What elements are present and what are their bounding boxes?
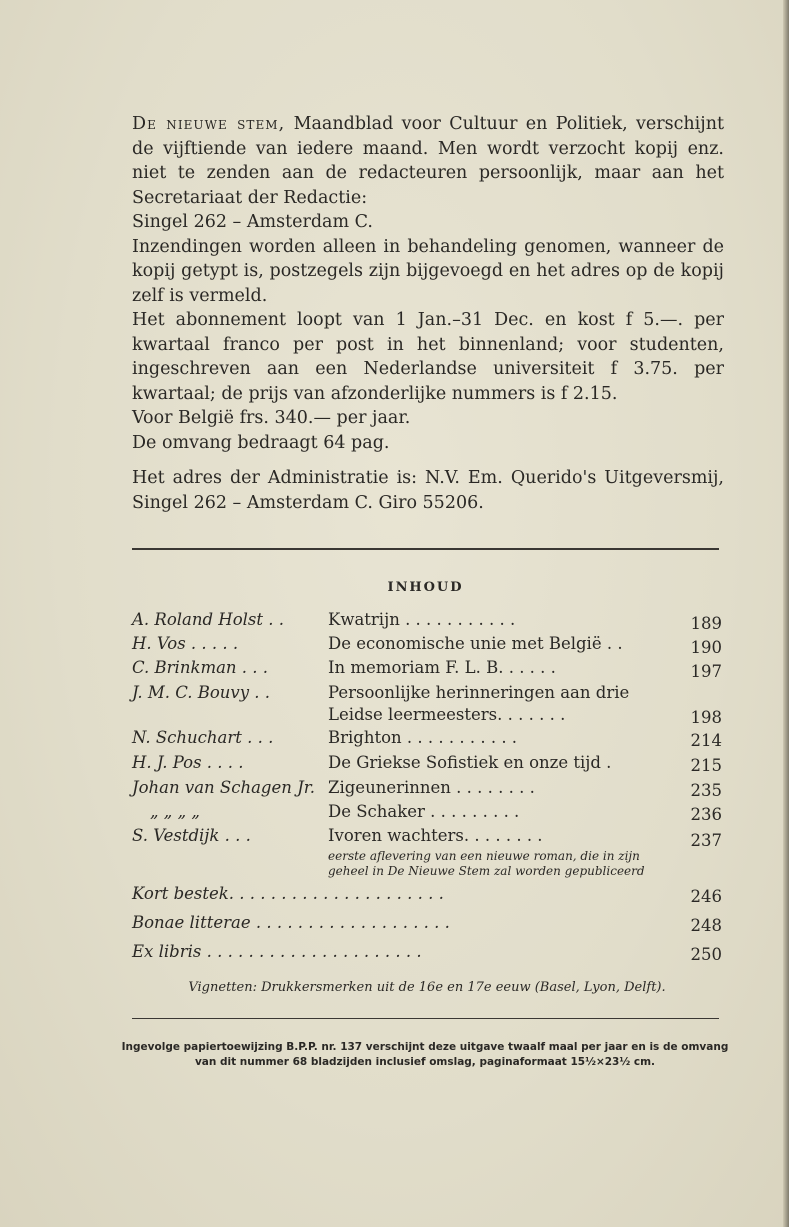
toc-title-line-2: Leidse leermeesters. . . . . . .	[328, 705, 566, 724]
toc-title: Persoonlijke herinneringen aan drie	[328, 683, 630, 702]
toc-page: 250	[690, 945, 722, 964]
toc-author: J. M. C. Bouvy . .	[132, 683, 271, 702]
toc-title: Kwatrijn . . . . . . . . . . .	[328, 610, 516, 629]
toc-author: H. J. Pos . . . .	[132, 753, 244, 772]
toc-section: Kort bestek. . . . . . . . . . . . . . . . . . . . .	[132, 884, 444, 903]
toc-note: eerste aflevering van een nieuwe roman, die in zijn geheel in De Nieuwe Stem zal worden gepubliceerd	[328, 849, 645, 878]
magazine-name: De nieuwe stem,	[132, 114, 286, 134]
toc-page: 236	[690, 805, 722, 824]
toc-page: 198	[690, 708, 722, 727]
vignettes-credit: Vignetten: Drukkersmerken uit de 16e en 17e eeuw (Basel, Lyon, Delft).	[188, 980, 666, 995]
toc-author: Johan van Schagen Jr.	[132, 778, 316, 797]
page-count: De omvang bedraagt 64 pag.	[132, 432, 390, 453]
toc-page: 214	[690, 731, 722, 750]
toc-section: Ex libris . . . . . . . . . . . . . . . . . . . . .	[132, 942, 422, 961]
intro-text	[132, 112, 724, 515]
toc-section: Bonae litterae . . . . . . . . . . . . . . . . . . .	[132, 913, 450, 932]
toc-author: A. Roland Holst . .	[132, 610, 284, 629]
toc-page: 235	[690, 781, 722, 800]
toc-title: Zigeunerinnen . . . . . . . .	[328, 778, 535, 797]
toc-title: De Griekse Sofistiek en onze tijd .	[328, 753, 612, 772]
toc-heading: INHOUD	[387, 580, 464, 595]
intro-paragraph-1	[132, 112, 724, 210]
toc-title: Ivoren wachters. . . . . . . .	[328, 826, 543, 845]
page-edge-shadow	[783, 0, 789, 1227]
intro-paragraph-2: Inzendingen worden alleen in behandeling genomen, wanneer de kopij getypt is, postzegels zijn bijgevoegd en het adres op de kopij zelf is vermeld.	[132, 236, 724, 306]
toc-author: C. Brinkman . . .	[132, 658, 269, 677]
belgium-price: Voor België frs. 340.— per jaar.	[132, 408, 411, 428]
footer-note	[120, 1040, 730, 1070]
toc-author: H. Vos . . . . .	[132, 634, 239, 653]
toc-page: 215	[690, 756, 722, 775]
footer-line-1: Ingevolge papiertoewijzing B.P.P. nr. 137 verschijnt deze uitgave twaalf maal per jaar en is de omvang	[121, 1041, 729, 1053]
toc-author: N. Schuchart . . .	[132, 728, 274, 747]
toc-page: 190	[690, 638, 722, 657]
toc-page: 237	[690, 831, 722, 850]
subscription-text: Het abonnement loopt van 1 Jan.–31 Dec. en kost f 5.—. per kwartaal franco per post in het binnenland; voor studenten, ingeschreven aan een Nederlandse universiteit f 3.75. per kwartaal; de prijs van afzonderlijke nummers is f 2.15.	[132, 310, 724, 404]
toc-author: S. Vestdijk . . .	[132, 826, 251, 845]
toc-page: 189	[690, 614, 722, 633]
divider-bottom	[132, 1018, 719, 1019]
secretariat-address: Singel 262 – Amsterdam C.	[132, 212, 373, 232]
toc-title: In memoriam F. L. B. . . . . .	[328, 658, 556, 677]
toc-page: 197	[690, 662, 722, 681]
footer-line-2: van dit nummer 68 bladzijden inclusief omslag, paginaformaat 15½×23½ cm.	[194, 1056, 656, 1068]
intro-paragraph-1-text: Maandblad voor Cultuur en Politiek, verschijnt de vijftiende van iedere maand. Men wordt verzocht kopij enz. niet te zenden aan de redacteuren persoonlijk, maar aan het Secretariaat der Redactie:	[132, 114, 724, 208]
toc-author: „ „ „ „	[150, 802, 200, 821]
toc-page: 246	[690, 887, 722, 906]
toc-title: De Schaker . . . . . . . . .	[328, 802, 520, 821]
toc-title: De economische unie met België . .	[328, 634, 623, 653]
toc-title: Brighton . . . . . . . . . . .	[328, 728, 518, 747]
administration-address: Het adres der Administratie is: N.V. Em. Querido's Uitgeversmij, Singel 262 – Amsterdam C. Giro 55206.	[132, 468, 724, 513]
toc-page: 248	[690, 916, 722, 935]
divider-top	[132, 548, 719, 550]
